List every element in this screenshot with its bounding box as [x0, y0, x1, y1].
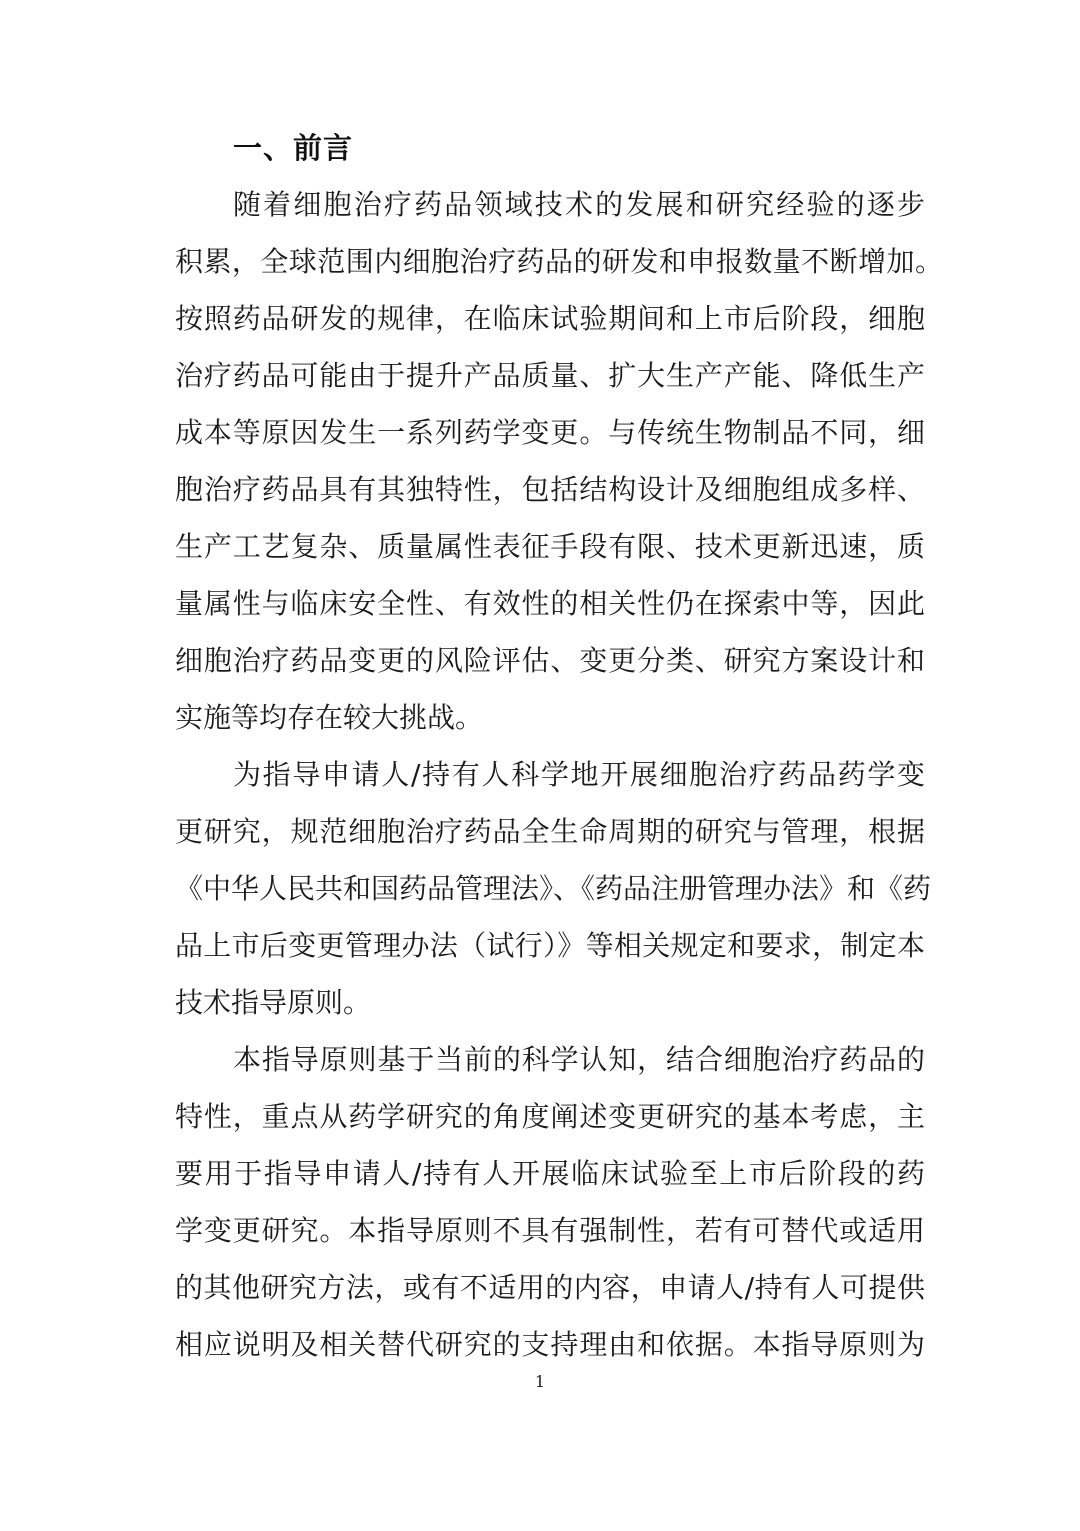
paragraph-2-line-1: 为指导申请人/持有人科学地开展细胞治疗药品药学变: [233, 758, 925, 791]
paragraph-1-line-2: 积累，全球范围内细胞治疗药品的研发和申报数量不断增加。: [175, 245, 943, 278]
paragraph-1-line-1: 随着细胞治疗药品领域技术的发展和研究经验的逐步: [233, 188, 925, 221]
paragraph-3-line-3: 要用于指导申请人/持有人开展临床试验至上市后阶段的药: [175, 1157, 925, 1190]
paragraph-2-line-2: 更研究，规范细胞治疗药品全生命周期的研究与管理，根据: [175, 815, 925, 848]
paragraph-3-line-6: 相应说明及相关替代研究的支持理由和依据。本指导原则为: [175, 1328, 925, 1361]
paragraph-2-line-4: 品上市后变更管理办法（试行）》等相关规定和要求，制定本: [175, 929, 925, 962]
paragraph-2-line-3: 《中华人民共和国药品管理法》、《药品注册管理办法》和《药: [175, 872, 932, 905]
page-number: 1: [534, 1372, 546, 1391]
paragraph-1-line-7: 生产工艺复杂、质量属性表征手段有限、技术更新迅速，质: [175, 530, 925, 563]
paragraph-1-line-10: 实施等均存在较大挑战。: [175, 701, 484, 734]
section-heading: 一、前言: [233, 131, 354, 165]
paragraph-1-line-9: 细胞治疗药品变更的风险评估、变更分类、研究方案设计和: [175, 644, 925, 677]
paragraph-3-line-5: 的其他研究方法，或有不适用的内容，申请人/持有人可提供: [175, 1271, 925, 1304]
paragraph-3-line-2: 特性，重点从药学研究的角度阐述变更研究的基本考虑，主: [175, 1100, 925, 1133]
paragraph-1-line-4: 治疗药品可能由于提升产品质量、扩大生产产能、降低生产: [175, 359, 925, 392]
paragraph-1-line-6: 胞治疗药品具有其独特性，包括结构设计及细胞组成多样、: [175, 473, 925, 506]
paragraph-3-line-4: 学变更研究。本指导原则不具有强制性，若有可替代或适用: [175, 1214, 925, 1247]
paragraph-1-line-8: 量属性与临床安全性、有效性的相关性仍在探索中等，因此: [175, 587, 925, 620]
paragraph-3-line-1: 本指导原则基于当前的科学认知，结合细胞治疗药品的: [233, 1043, 925, 1076]
paragraph-1-line-3: 按照药品研发的规律，在临床试验期间和上市后阶段，细胞: [175, 302, 925, 335]
paragraph-2-line-5: 技术指导原则。: [175, 986, 372, 1019]
paragraph-1-line-5: 成本等原因发生一系列药学变更。与传统生物制品不同，细: [175, 416, 925, 449]
